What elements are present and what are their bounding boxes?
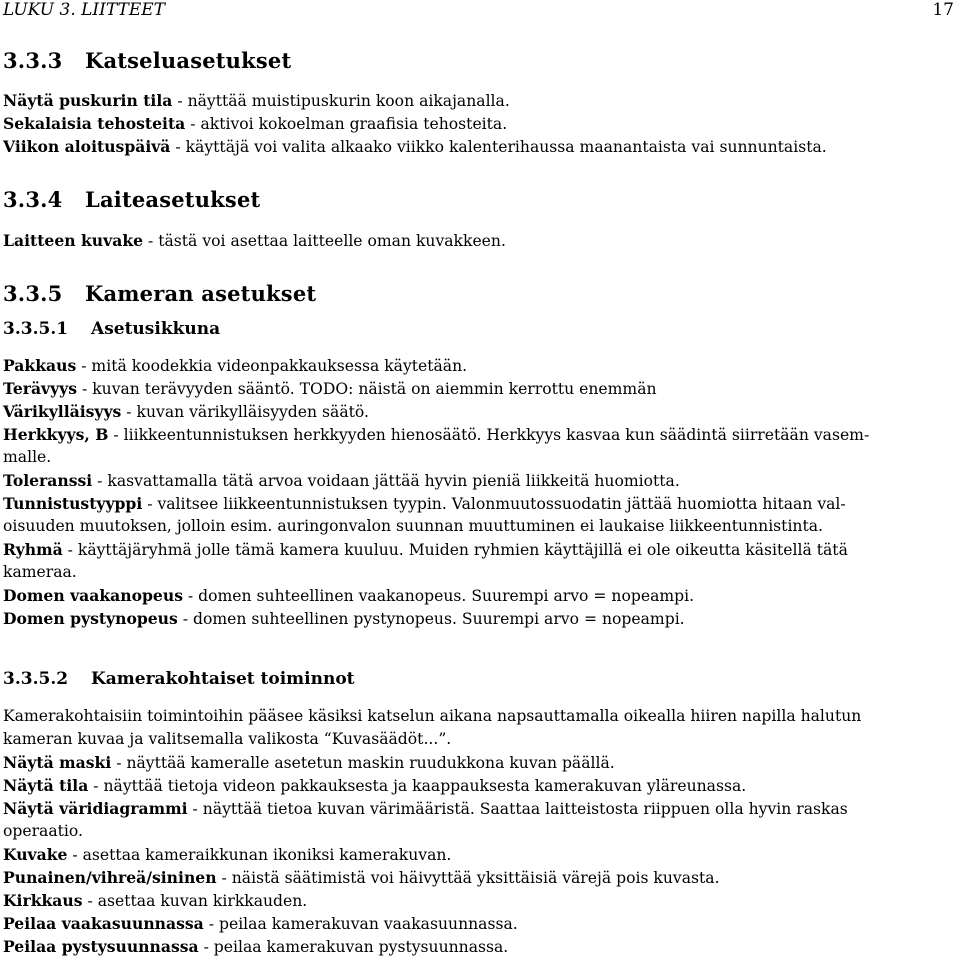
definition-line: [3, 774, 746, 798]
definition-desc: - asettaa kuvan kirkkauden.: [82, 892, 308, 910]
definition-line: [3, 538, 848, 562]
subsection-number: 3.3.5.1: [3, 319, 69, 339]
definition-term: Domen vaakanopeus: [3, 586, 183, 605]
definition-desc: - näyttää tietoa kuvan värimääristä. Saattaa laitteistosta riippuen olla hyvin raskas: [187, 800, 848, 818]
definition-line: [3, 912, 518, 936]
definition-line: [3, 843, 451, 867]
subsection-number: 3.3.5.2: [3, 669, 69, 689]
definition-term: Toleranssi: [3, 471, 93, 490]
definition-desc: kameraa.: [3, 563, 77, 581]
intro-paragraph-line: kameran kuvaa ja valitsemalla valikosta “Kuvasäädöt...”.: [3, 730, 452, 748]
definition-desc: oisuuden muutoksen, jolloin esim. auringonvalon suunnan muuttuminen ei laukaise liikkeentunnistinta.: [3, 517, 823, 535]
definition-line: [3, 377, 657, 401]
definition-term: Värikylläisyys: [3, 402, 122, 421]
definition-line: [3, 866, 720, 890]
definition-desc: - kasvattamalla tätä arvoa voidaan jättää hyvin pieniä liikkeitä huomiotta.: [92, 472, 680, 490]
definition-desc: - mitä koodekkia videonpakkauksessa käytetään.: [76, 357, 468, 375]
definition-line: [3, 935, 508, 959]
definition-line: [3, 423, 869, 447]
section-number: 3.3.5: [3, 281, 63, 306]
definition-line: [3, 584, 694, 608]
definition-term: Viikon aloituspäivä: [3, 137, 171, 156]
definition-term: Peilaa pystysuunnassa: [3, 937, 199, 956]
definition-line: [3, 400, 369, 424]
section-title: Laiteasetukset: [85, 187, 261, 212]
definition-line: [3, 797, 848, 821]
page-number: 17: [932, 0, 954, 20]
definition-desc: - peilaa kamerakuvan pystysuunnassa.: [198, 938, 509, 956]
definition-term: Ryhmä: [3, 540, 63, 559]
definition-term: Laitteen kuvake: [3, 231, 144, 250]
definition-term: Terävyys: [3, 379, 78, 398]
definition-term: Näytä maski: [3, 753, 112, 772]
definition-term: Näytä tila: [3, 776, 89, 795]
definition-term: Tunnistustyyppi: [3, 494, 143, 513]
definition-term: Pakkaus: [3, 356, 77, 375]
definition-line: [3, 135, 827, 159]
definition-desc: malle.: [3, 448, 52, 466]
section-heading-3-3-4: [3, 187, 260, 212]
definition-desc: - valitsee liikkeentunnistuksen tyypin. Valonmuutossuodatin jättää huomiotta hitaan val-: [142, 495, 846, 513]
definition-desc: - domen suhteellinen pystynopeus. Suurempi arvo = nopeampi.: [177, 610, 685, 628]
definition-line: [3, 751, 615, 775]
definition-line: [3, 469, 680, 493]
definition-term: Herkkyys, B: [3, 425, 109, 444]
definition-desc: - liikkeentunnistuksen herkkyyden hienosäätö. Herkkyys kasvaa kun säädintä siirretään vasem-: [108, 426, 870, 444]
definition-line: [3, 112, 507, 136]
definition-desc: - näyttää kameralle asetetun maskin ruudukkona kuvan päällä.: [111, 754, 615, 772]
definition-desc: - näistä säätimistä voi häivyttää yksittäisiä värejä pois kuvasta.: [216, 869, 720, 887]
definition-line: [3, 229, 506, 253]
section-title: Kameran asetukset: [85, 281, 317, 306]
intro-paragraph-line: Kamerakohtaisiin toimintoihin pääsee käsiksi katselun aikana napsauttamalla oikealla hiiren napilla halutun: [3, 707, 862, 725]
definition-line: [3, 354, 467, 378]
definition-term: Näytä väridiagrammi: [3, 799, 188, 818]
subsection-heading-3-3-5-1: [3, 319, 220, 339]
section-number: 3.3.4: [3, 187, 63, 212]
definition-line: [3, 89, 510, 113]
subsection-heading-3-3-5-2: [3, 669, 355, 689]
section-heading-3-3-5: [3, 281, 316, 306]
definition-line: [3, 561, 77, 584]
definition-term: Peilaa vaakasuunnassa: [3, 914, 204, 933]
definition-line: [3, 889, 307, 913]
definition-desc: - käyttäjä voi valita alkaako viikko kalenterihaussa maanantaista vai sunnuntaista.: [170, 138, 827, 156]
running-head: LUKU 3. LIITTEET: [3, 0, 166, 20]
definition-term: Kuvake: [3, 845, 68, 864]
definition-desc: - kuvan värikylläisyyden säätö.: [121, 403, 369, 421]
definition-desc: - näyttää muistipuskurin koon aikajanalla.: [172, 92, 510, 110]
definition-desc: - domen suhteellinen vaakanopeus. Suurempi arvo = nopeampi.: [182, 587, 695, 605]
definition-desc: - näyttää tietoja videon pakkauksesta ja kaappauksesta kamerakuvan yläreunassa.: [88, 777, 747, 795]
definition-term: Sekalaisia tehosteita: [3, 114, 186, 133]
definition-desc: - peilaa kamerakuvan vaakasuunnassa.: [203, 915, 518, 933]
subsection-title: Asetusikkuna: [91, 319, 221, 339]
definition-line: [3, 446, 51, 469]
definition-term: Punainen/vihreä/sininen: [3, 868, 217, 887]
definition-term: Kirkkaus: [3, 891, 83, 910]
definition-line: [3, 607, 685, 631]
section-number: 3.3.3: [3, 48, 63, 73]
definition-desc: - aktivoi kokoelman graafisia tehosteita.: [185, 115, 508, 133]
section-title: Katseluasetukset: [85, 48, 292, 73]
definition-term: Domen pystynopeus: [3, 609, 178, 628]
subsection-title: Kamerakohtaiset toiminnot: [91, 669, 355, 689]
definition-desc: - asettaa kameraikkunan ikoniksi kamerakuvan.: [67, 846, 452, 864]
definition-line: [3, 515, 823, 538]
definition-desc: - käyttäjäryhmä jolle tämä kamera kuuluu. Muiden ryhmien käyttäjillä ei ole oikeutta käsitellä tätä: [62, 541, 848, 559]
definition-desc: operaatio.: [3, 822, 83, 840]
definition-line: [3, 820, 83, 843]
definition-desc: - tästä voi asettaa laitteelle oman kuvakkeen.: [143, 232, 506, 250]
definition-line: [3, 492, 846, 516]
definition-desc: - kuvan terävyyden sääntö. TODO: näistä on aiemmin kerrottu enemmän: [77, 380, 657, 398]
section-heading-3-3-3: [3, 48, 291, 73]
definition-term: Näytä puskurin tila: [3, 91, 173, 110]
